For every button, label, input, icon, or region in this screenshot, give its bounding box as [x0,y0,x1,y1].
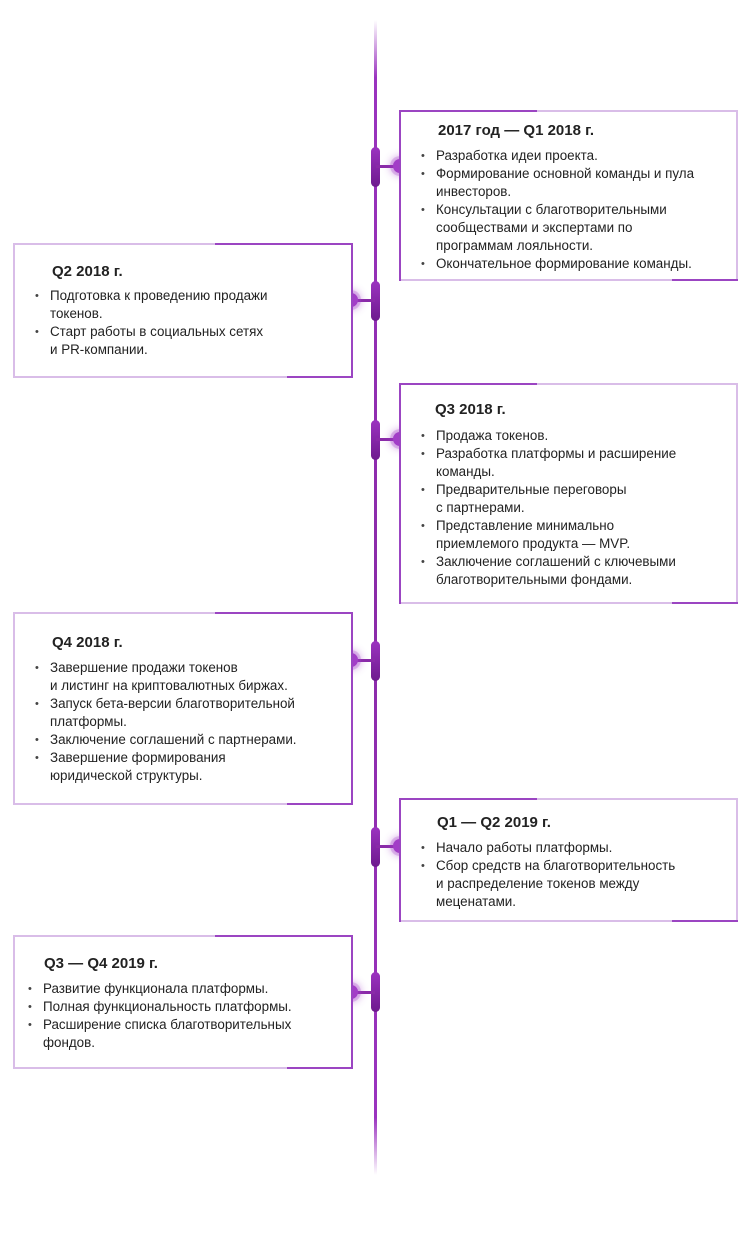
list-item: • Завершение продажи токенов и листинг на криптовалютных биржах. [35,659,350,695]
stage-list [421,427,733,589]
list-item: • Разработка платформы и расширение команды. [421,445,733,481]
list-item: • Подготовка к проведению продажи токенов. [35,287,345,323]
list-item: • Начало работы платформы. [421,839,733,857]
card-accent [399,383,537,385]
card-accent [351,935,353,1069]
list-item: • Предварительные переговоры с партнерами. [421,481,733,517]
list-item: • Старт работы в социальных сетях и PR-компании. [35,323,345,359]
stage-card [399,110,738,281]
stage-title: Q3 2018 г. [435,401,506,418]
stage-list [28,980,348,1052]
card-accent [351,612,353,805]
stage-title: 2017 год — Q1 2018 г. [438,122,595,139]
stage-card [399,383,738,604]
list-item: • Заключение соглашений с партнерами. [35,731,350,749]
list-item: • Формирование основной команды и пула инвесторов. [421,165,733,201]
stage-card [13,935,353,1069]
card-accent [399,110,537,112]
list-item: • Разработка идеи проекта. [421,147,733,165]
card-accent [672,920,738,922]
card-accent [399,110,401,281]
card-accent [399,383,401,604]
list-item: • Представление минимально приемлемого продукта — MVP. [421,517,733,553]
list-item: • Завершение формирования юридической структуры. [35,749,350,785]
card-accent [215,612,353,614]
card-accent [399,798,401,922]
stage-card [13,243,353,378]
stage-title: Q1 — Q2 2019 г. [437,814,551,831]
list-item: • Сбор средств на благотворительность и распределение токенов между меценатами. [421,857,733,911]
stage-card [13,612,353,805]
card-accent [672,279,738,281]
list-item: • Расширение списка благотворительных фондов. [28,1016,348,1052]
stage-list [421,839,733,911]
list-item: • Полная функциональность платформы. [28,998,348,1016]
card-accent [215,243,353,245]
list-item: • Окончательное формирование команды. [421,255,733,273]
card-accent [399,798,537,800]
list-item: • Консультации с благотворительными сообществами и экспертами по программам лояльности. [421,201,733,255]
stage-title: Q4 2018 г. [52,634,123,651]
list-item: • Развитие функционала платформы. [28,980,348,998]
list-item: • Заключение соглашений с ключевыми благотворительными фондами. [421,553,733,589]
card-accent [672,602,738,604]
card-accent [287,1067,353,1069]
stage-card [399,798,738,922]
stage-title: Q3 — Q4 2019 г. [44,955,158,972]
card-accent [215,935,353,937]
stage-list [421,147,733,273]
card-accent [287,803,353,805]
list-item: • Запуск бета-версии благотворительной платформы. [35,695,350,731]
stage-list [35,659,350,785]
stage-title: Q2 2018 г. [52,263,123,280]
list-item: • Продажа токенов. [421,427,733,445]
card-accent [287,376,353,378]
stage-list [35,287,345,359]
card-accent [351,243,353,378]
